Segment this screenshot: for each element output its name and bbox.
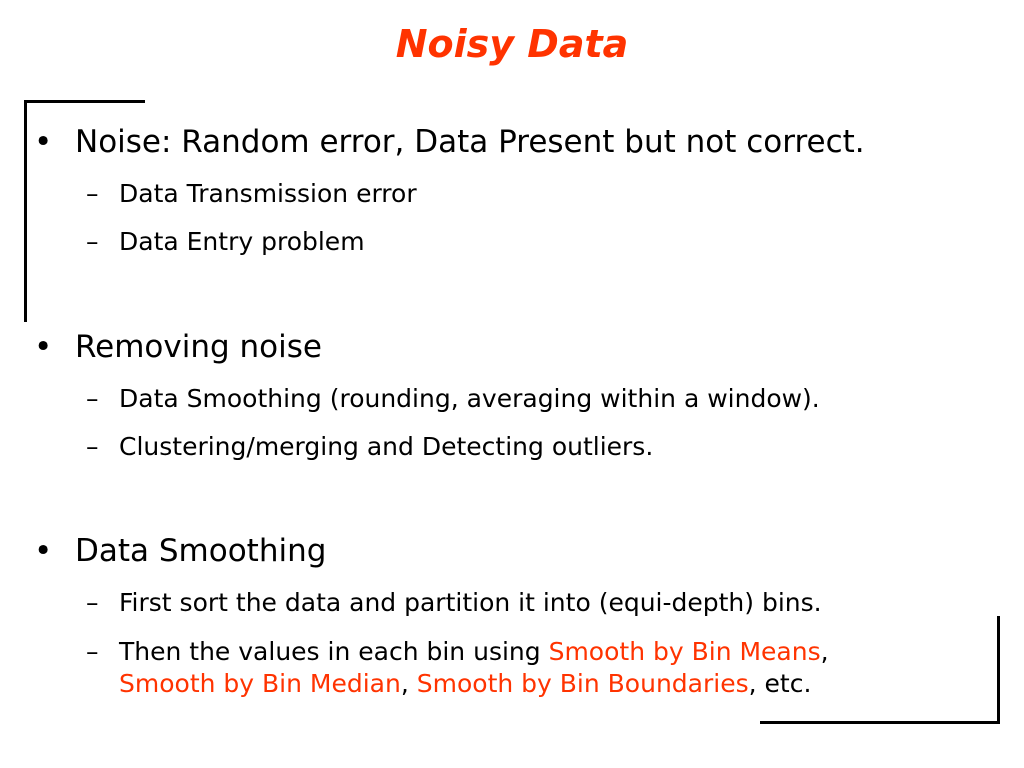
dash-icon: – — [86, 179, 99, 208]
bullet-text: Data Smoothing — [75, 533, 327, 569]
slide-title: Noisy Data — [395, 22, 629, 66]
dash-icon: – — [86, 637, 99, 666]
dash-icon: – — [86, 384, 99, 413]
highlight-bin-means: Smooth by Bin Means — [548, 637, 821, 666]
bullet-icon: • — [34, 329, 53, 365]
highlight-bin-median: Smooth by Bin Median — [119, 669, 401, 698]
dash-icon: – — [86, 227, 99, 256]
separator: , — [820, 637, 829, 666]
decorative-bracket-top-left-vertical — [24, 100, 27, 322]
sub-bullet-text: Clustering/merging and Detecting outliers. — [119, 432, 654, 461]
sub-bullet-text — [119, 636, 829, 700]
sub-bullet-text: Data Smoothing (rounding, averaging within a window). — [119, 384, 820, 413]
sub-bullet-text: Data Entry problem — [119, 227, 365, 256]
decorative-bracket-bottom-right — [760, 721, 1000, 724]
decorative-bracket-bottom-right-vertical — [997, 616, 1000, 724]
sub-bullet-text: First sort the data and partition it into (equi-depth) bins. — [119, 588, 822, 617]
bin-intro-text: Then the values in each bin using — [119, 637, 549, 666]
suffix-text: , etc. — [748, 669, 812, 698]
bullet-icon: • — [34, 124, 53, 160]
dash-icon: – — [86, 432, 99, 461]
highlight-bin-boundaries: Smooth by Bin Boundaries — [416, 669, 749, 698]
separator: , — [400, 669, 417, 698]
dash-icon: – — [86, 588, 99, 617]
bullet-icon: • — [34, 533, 53, 569]
sub-bullet-text: Data Transmission error — [119, 179, 417, 208]
bullet-text: Noise: Random error, Data Present but not correct. — [75, 124, 865, 160]
decorative-bracket-top-left — [24, 100, 145, 103]
bullet-text: Removing noise — [75, 329, 322, 365]
